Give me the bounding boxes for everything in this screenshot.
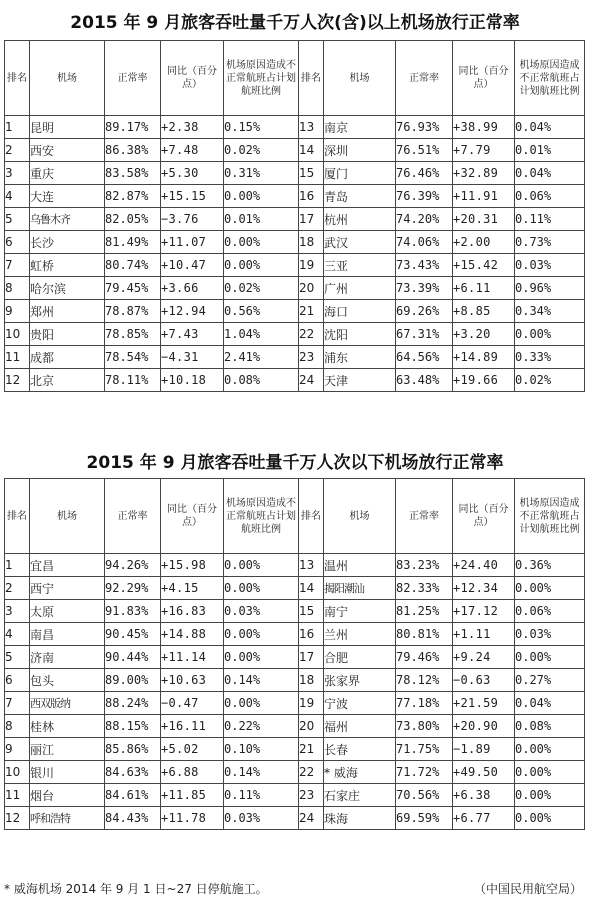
rate-cell: 86.38%: [105, 139, 161, 162]
airport-name-cell: 广州: [324, 277, 396, 300]
rank-cell: 11: [5, 784, 30, 807]
rank-cell: 13: [299, 116, 324, 139]
ratio-cell: 0.04%: [515, 692, 585, 715]
rate-cell: 74.06%: [396, 231, 453, 254]
airport-name-cell: 北京: [30, 369, 105, 392]
rank-cell: 18: [299, 669, 324, 692]
yoy-change-cell: +11.14: [161, 646, 224, 669]
yoy-change-cell: −0.47: [161, 692, 224, 715]
ratio-cell: 0.00%: [224, 254, 299, 277]
rank-cell: 16: [299, 185, 324, 208]
rate-cell: 78.54%: [105, 346, 161, 369]
yoy-change-cell: +2.00: [453, 231, 515, 254]
airport-name-cell: 贵阳: [30, 323, 105, 346]
airport-name-cell: 长沙: [30, 231, 105, 254]
ratio-cell: 1.04%: [224, 323, 299, 346]
rate-cell: 79.45%: [105, 277, 161, 300]
rank-cell: 12: [5, 807, 30, 830]
ratio-cell: 0.36%: [515, 554, 585, 577]
ratio-cell: 0.27%: [515, 669, 585, 692]
rate-cell: 91.83%: [105, 600, 161, 623]
airport-name-cell: 丽江: [30, 738, 105, 761]
airport-name-cell: 合肥: [324, 646, 396, 669]
airport-name-cell: 张家界: [324, 669, 396, 692]
table-row: [5, 600, 585, 623]
rate-cell: 76.93%: [396, 116, 453, 139]
ratio-cell: 0.00%: [515, 784, 585, 807]
yoy-change-cell: +14.89: [453, 346, 515, 369]
col-header-airport: 机场: [30, 41, 105, 116]
yoy-change-cell: +8.85: [453, 300, 515, 323]
rank-cell: 18: [299, 231, 324, 254]
table1-title: 2015 年 9 月旅客吞吐量千万人次(含)以上机场放行正常率: [70, 13, 520, 33]
col-header-yoy: 同比（百分点）: [161, 479, 224, 554]
ratio-cell: 0.00%: [515, 577, 585, 600]
rank-cell: 23: [299, 784, 324, 807]
table-row: [5, 139, 585, 162]
col-header-yoy: 同比（百分点）: [453, 41, 515, 116]
airport-name-cell: 揭阳潮汕: [324, 577, 396, 600]
col-header-yoy: 同比（百分点）: [453, 479, 515, 554]
yoy-change-cell: +15.15: [161, 185, 224, 208]
airport-name-cell: 珠海: [324, 807, 396, 830]
rate-cell: 78.12%: [396, 669, 453, 692]
yoy-change-cell: +20.31: [453, 208, 515, 231]
ratio-cell: 0.04%: [515, 162, 585, 185]
ratio-cell: 0.96%: [515, 277, 585, 300]
ratio-cell: 0.00%: [515, 646, 585, 669]
airport-name-cell: 昆明: [30, 116, 105, 139]
rate-cell: 82.33%: [396, 577, 453, 600]
rank-cell: 10: [5, 761, 30, 784]
rate-cell: 84.43%: [105, 807, 161, 830]
yoy-change-cell: +11.91: [453, 185, 515, 208]
table-row: [5, 623, 585, 646]
rate-cell: 67.31%: [396, 323, 453, 346]
col-header-airport: 机场: [324, 41, 396, 116]
rank-cell: 7: [5, 254, 30, 277]
yoy-change-cell: +15.98: [161, 554, 224, 577]
yoy-change-cell: +10.63: [161, 669, 224, 692]
rank-cell: 20: [299, 277, 324, 300]
table-row: [5, 784, 585, 807]
ratio-cell: 0.15%: [224, 116, 299, 139]
col-header-rank: 排名: [5, 479, 30, 554]
rate-cell: 90.45%: [105, 623, 161, 646]
rank-cell: 24: [299, 369, 324, 392]
rank-cell: 21: [299, 738, 324, 761]
airport-name-cell: 海口: [324, 300, 396, 323]
airport-name-cell: 烟台: [30, 784, 105, 807]
yoy-change-cell: +20.90: [453, 715, 515, 738]
yoy-change-cell: +32.89: [453, 162, 515, 185]
rank-cell: 15: [299, 600, 324, 623]
airport-name-cell: 石家庄: [324, 784, 396, 807]
table-row: [5, 162, 585, 185]
ratio-cell: 0.03%: [224, 807, 299, 830]
ratio-cell: 0.31%: [224, 162, 299, 185]
ratio-cell: 0.00%: [515, 761, 585, 784]
rank-cell: 7: [5, 692, 30, 715]
rate-cell: 84.63%: [105, 761, 161, 784]
yoy-change-cell: +1.11: [453, 623, 515, 646]
airport-name-cell: 太原: [30, 600, 105, 623]
ratio-cell: 0.00%: [515, 738, 585, 761]
rank-cell: 12: [5, 369, 30, 392]
airport-name-cell: 宁波: [324, 692, 396, 715]
ratio-cell: 0.56%: [224, 300, 299, 323]
rate-cell: 69.59%: [396, 807, 453, 830]
airport-name-cell: 桂林: [30, 715, 105, 738]
header-row: [5, 479, 585, 554]
ratio-cell: 0.73%: [515, 231, 585, 254]
airport-name-cell: 虹桥: [30, 254, 105, 277]
airport-name-cell: 宜昌: [30, 554, 105, 577]
rank-cell: 13: [299, 554, 324, 577]
table-row: [5, 715, 585, 738]
ratio-cell: 0.00%: [224, 646, 299, 669]
airport-name-cell: 青岛: [324, 185, 396, 208]
rate-cell: 88.15%: [105, 715, 161, 738]
yoy-change-cell: +12.34: [453, 577, 515, 600]
rate-cell: 70.56%: [396, 784, 453, 807]
rank-cell: 3: [5, 162, 30, 185]
ratio-cell: 0.03%: [515, 254, 585, 277]
rate-cell: 83.23%: [396, 554, 453, 577]
ratio-cell: 0.04%: [515, 116, 585, 139]
ratio-cell: 0.03%: [515, 623, 585, 646]
rate-cell: 71.72%: [396, 761, 453, 784]
rate-cell: 71.75%: [396, 738, 453, 761]
yoy-change-cell: +6.88: [161, 761, 224, 784]
table-small-airports: [4, 478, 585, 830]
yoy-change-cell: +11.85: [161, 784, 224, 807]
yoy-change-cell: +6.77: [453, 807, 515, 830]
rate-cell: 82.05%: [105, 208, 161, 231]
rate-cell: 63.48%: [396, 369, 453, 392]
yoy-change-cell: +19.66: [453, 369, 515, 392]
airport-name-cell: 深圳: [324, 139, 396, 162]
airport-name-cell: 温州: [324, 554, 396, 577]
yoy-change-cell: +2.38: [161, 116, 224, 139]
col-header-airport: 机场: [324, 479, 396, 554]
ratio-cell: 0.33%: [515, 346, 585, 369]
rank-cell: 6: [5, 669, 30, 692]
table-row: [5, 185, 585, 208]
ratio-cell: 0.00%: [224, 554, 299, 577]
rank-cell: 15: [299, 162, 324, 185]
rank-cell: 5: [5, 646, 30, 669]
rate-cell: 94.26%: [105, 554, 161, 577]
ratio-cell: 0.03%: [224, 600, 299, 623]
ratio-cell: 0.22%: [224, 715, 299, 738]
ratio-cell: 0.11%: [224, 784, 299, 807]
rank-cell: 1: [5, 554, 30, 577]
rate-cell: 73.43%: [396, 254, 453, 277]
rank-cell: 2: [5, 139, 30, 162]
col-header-ratio: 机场原因造成不正常航班占计划航班比例: [515, 479, 585, 554]
rank-cell: 19: [299, 254, 324, 277]
rank-cell: 8: [5, 715, 30, 738]
airport-name-cell: 厦门: [324, 162, 396, 185]
rank-cell: 20: [299, 715, 324, 738]
rate-cell: 89.17%: [105, 116, 161, 139]
ratio-cell: 0.00%: [224, 692, 299, 715]
airport-name-cell: 重庆: [30, 162, 105, 185]
airport-name-cell: 银川: [30, 761, 105, 784]
ratio-cell: 0.00%: [224, 185, 299, 208]
col-header-rank: 排名: [299, 41, 324, 116]
ratio-cell: 0.06%: [515, 600, 585, 623]
rate-cell: 78.11%: [105, 369, 161, 392]
yoy-change-cell: +24.40: [453, 554, 515, 577]
rate-cell: 88.24%: [105, 692, 161, 715]
airport-name-cell: 呼和浩特: [30, 807, 105, 830]
ratio-cell: 0.00%: [224, 231, 299, 254]
airport-name-cell: 武汉: [324, 231, 396, 254]
table-row: [5, 669, 585, 692]
airport-name-cell: 天津: [324, 369, 396, 392]
rate-cell: 76.46%: [396, 162, 453, 185]
col-header-rate: 正常率: [396, 479, 453, 554]
rank-cell: 8: [5, 277, 30, 300]
airport-name-cell: 杭州: [324, 208, 396, 231]
rate-cell: 81.25%: [396, 600, 453, 623]
col-header-ratio: 机场原因造成不正常航班占计划航班比例: [515, 41, 585, 116]
ratio-cell: 0.14%: [224, 669, 299, 692]
table-row: [5, 807, 585, 830]
yoy-change-cell: +11.07: [161, 231, 224, 254]
rate-cell: 85.86%: [105, 738, 161, 761]
table-large-airports: [4, 40, 585, 392]
yoy-change-cell: +10.47: [161, 254, 224, 277]
table2-title: 2015 年 9 月旅客吞吐量千万人次以下机场放行正常率: [86, 453, 504, 473]
col-header-rate: 正常率: [396, 41, 453, 116]
col-header-rate: 正常率: [105, 479, 161, 554]
col-header-yoy: 同比（百分点）: [161, 41, 224, 116]
col-header-ratio: 机场原因造成不正常航班占计划航班比例: [224, 41, 299, 116]
rate-cell: 81.49%: [105, 231, 161, 254]
table-row: [5, 323, 585, 346]
rate-cell: 92.29%: [105, 577, 161, 600]
col-header-rank: 排名: [299, 479, 324, 554]
table-row: [5, 116, 585, 139]
yoy-change-cell: +7.43: [161, 323, 224, 346]
rate-cell: 76.51%: [396, 139, 453, 162]
rank-cell: 5: [5, 208, 30, 231]
airport-name-cell: 成都: [30, 346, 105, 369]
header-row: [5, 41, 585, 116]
rank-cell: 14: [299, 139, 324, 162]
airport-name-cell: 兰州: [324, 623, 396, 646]
table-row: [5, 300, 585, 323]
airport-name-cell: 西安: [30, 139, 105, 162]
yoy-change-cell: +15.42: [453, 254, 515, 277]
table-row: [5, 369, 585, 392]
yoy-change-cell: +11.78: [161, 807, 224, 830]
rank-cell: 17: [299, 646, 324, 669]
yoy-change-cell: −0.63: [453, 669, 515, 692]
yoy-change-cell: +49.50: [453, 761, 515, 784]
airport-name-cell: 郑州: [30, 300, 105, 323]
rank-cell: 11: [5, 346, 30, 369]
airport-name-cell: 福州: [324, 715, 396, 738]
yoy-change-cell: +38.99: [453, 116, 515, 139]
ratio-cell: 2.41%: [224, 346, 299, 369]
yoy-change-cell: +7.48: [161, 139, 224, 162]
rank-cell: 6: [5, 231, 30, 254]
airport-name-cell: 济南: [30, 646, 105, 669]
rank-cell: 3: [5, 600, 30, 623]
rate-cell: 90.44%: [105, 646, 161, 669]
airport-name-cell: 西双版纳: [30, 692, 105, 715]
footnote: * 威海机场 2014 年 9 月 1 日~27 日停航施工。: [4, 882, 268, 896]
rate-cell: 83.58%: [105, 162, 161, 185]
rate-cell: 78.85%: [105, 323, 161, 346]
rank-cell: 14: [299, 577, 324, 600]
table-row: [5, 554, 585, 577]
yoy-change-cell: +4.15: [161, 577, 224, 600]
yoy-change-cell: +14.88: [161, 623, 224, 646]
rate-cell: 89.00%: [105, 669, 161, 692]
col-header-rate: 正常率: [105, 41, 161, 116]
airport-name-cell: 南宁: [324, 600, 396, 623]
yoy-change-cell: +5.02: [161, 738, 224, 761]
rate-cell: 82.87%: [105, 185, 161, 208]
rate-cell: 76.39%: [396, 185, 453, 208]
ratio-cell: 0.00%: [224, 577, 299, 600]
rate-cell: 73.39%: [396, 277, 453, 300]
rank-cell: 10: [5, 323, 30, 346]
col-header-rank: 排名: [5, 41, 30, 116]
ratio-cell: 0.02%: [224, 277, 299, 300]
ratio-cell: 0.00%: [224, 623, 299, 646]
yoy-change-cell: +9.24: [453, 646, 515, 669]
yoy-change-cell: +6.11: [453, 277, 515, 300]
airport-name-cell: 大连: [30, 185, 105, 208]
airport-name-cell: 哈尔滨: [30, 277, 105, 300]
ratio-cell: 0.02%: [224, 139, 299, 162]
ratio-cell: 0.02%: [515, 369, 585, 392]
rate-cell: 74.20%: [396, 208, 453, 231]
ratio-cell: 0.11%: [515, 208, 585, 231]
rank-cell: 4: [5, 623, 30, 646]
yoy-change-cell: −1.89: [453, 738, 515, 761]
rank-cell: 21: [299, 300, 324, 323]
rank-cell: 22: [299, 761, 324, 784]
yoy-change-cell: +7.79: [453, 139, 515, 162]
yoy-change-cell: +3.20: [453, 323, 515, 346]
yoy-change-cell: +12.94: [161, 300, 224, 323]
yoy-change-cell: +10.18: [161, 369, 224, 392]
airport-name-cell: 浦东: [324, 346, 396, 369]
rate-cell: 79.46%: [396, 646, 453, 669]
airport-name-cell: 南昌: [30, 623, 105, 646]
table-row: [5, 577, 585, 600]
rank-cell: 24: [299, 807, 324, 830]
rank-cell: 22: [299, 323, 324, 346]
airport-name-cell: 三亚: [324, 254, 396, 277]
ratio-cell: 0.01%: [224, 208, 299, 231]
rank-cell: 23: [299, 346, 324, 369]
rate-cell: 80.81%: [396, 623, 453, 646]
table-row: [5, 277, 585, 300]
table-row: [5, 346, 585, 369]
rank-cell: 19: [299, 692, 324, 715]
ratio-cell: 0.34%: [515, 300, 585, 323]
ratio-cell: 0.00%: [515, 807, 585, 830]
airport-name-cell: 乌鲁木齐: [30, 208, 105, 231]
rank-cell: 9: [5, 738, 30, 761]
airport-name-cell: 长春: [324, 738, 396, 761]
table-row: [5, 761, 585, 784]
yoy-change-cell: +5.30: [161, 162, 224, 185]
ratio-cell: 0.01%: [515, 139, 585, 162]
ratio-cell: 0.00%: [515, 323, 585, 346]
ratio-cell: 0.08%: [515, 715, 585, 738]
rank-cell: 17: [299, 208, 324, 231]
col-header-ratio: 机场原因造成不正常航班占计划航班比例: [224, 479, 299, 554]
rate-cell: 78.87%: [105, 300, 161, 323]
airport-name-cell: 包头: [30, 669, 105, 692]
airport-name-cell: 西宁: [30, 577, 105, 600]
ratio-cell: 0.14%: [224, 761, 299, 784]
rate-cell: 73.80%: [396, 715, 453, 738]
table-row: [5, 208, 585, 231]
yoy-change-cell: +17.12: [453, 600, 515, 623]
ratio-cell: 0.08%: [224, 369, 299, 392]
yoy-change-cell: +3.66: [161, 277, 224, 300]
rate-cell: 64.56%: [396, 346, 453, 369]
rank-cell: 2: [5, 577, 30, 600]
table-row: [5, 231, 585, 254]
rank-cell: 9: [5, 300, 30, 323]
yoy-change-cell: −3.76: [161, 208, 224, 231]
rank-cell: 4: [5, 185, 30, 208]
rate-cell: 80.74%: [105, 254, 161, 277]
col-header-airport: 机场: [30, 479, 105, 554]
source-credit: （中国民用航空局）: [473, 882, 582, 896]
yoy-change-cell: +16.83: [161, 600, 224, 623]
rank-cell: 1: [5, 116, 30, 139]
rank-cell: 16: [299, 623, 324, 646]
rate-cell: 84.61%: [105, 784, 161, 807]
yoy-change-cell: +6.38: [453, 784, 515, 807]
table-row: [5, 646, 585, 669]
yoy-change-cell: +16.11: [161, 715, 224, 738]
airport-name-cell: 南京: [324, 116, 396, 139]
airport-name-cell: * 威海: [324, 761, 396, 784]
table-row: [5, 738, 585, 761]
airport-name-cell: 沈阳: [324, 323, 396, 346]
yoy-change-cell: +21.59: [453, 692, 515, 715]
ratio-cell: 0.06%: [515, 185, 585, 208]
rate-cell: 77.18%: [396, 692, 453, 715]
table-row: [5, 254, 585, 277]
yoy-change-cell: −4.31: [161, 346, 224, 369]
table-row: [5, 692, 585, 715]
ratio-cell: 0.10%: [224, 738, 299, 761]
rate-cell: 69.26%: [396, 300, 453, 323]
